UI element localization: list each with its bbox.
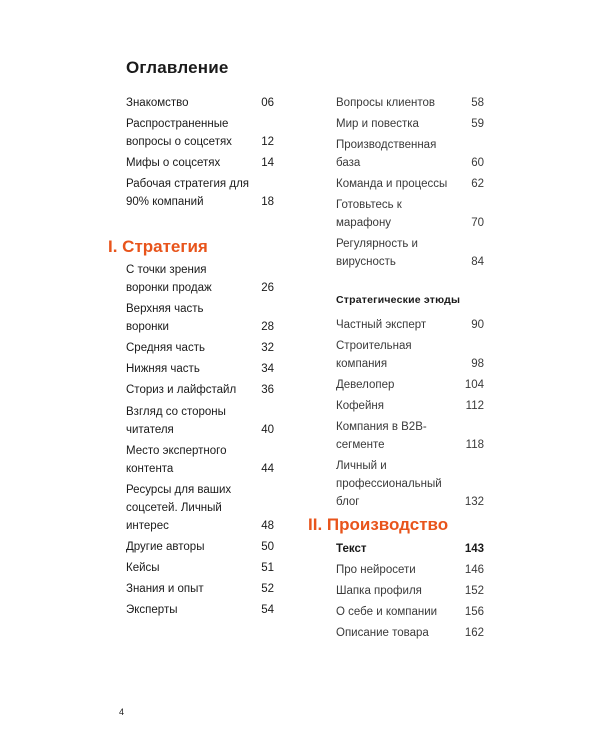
toc-entry-page: 118 (465, 439, 484, 451)
toc-entry[interactable] (336, 624, 484, 642)
toc-entry-page: 162 (464, 627, 484, 639)
toc-entry-page: 26 (261, 282, 274, 294)
toc-entry-title: Регулярность и вирусность (336, 238, 418, 268)
toc-entry[interactable] (126, 538, 274, 556)
toc-entry-title: О себе и компании (336, 606, 438, 618)
toc-entry[interactable] (126, 559, 274, 577)
toc-entry-page: 59 (471, 118, 484, 130)
toc-entry-page: 58 (471, 97, 484, 109)
toc-entry[interactable] (126, 261, 274, 297)
toc-entry-page: 52 (261, 583, 274, 595)
toc-entry-title: Текст (336, 543, 367, 555)
toc-entry-page: 146 (464, 564, 484, 576)
toc-entry-title: Компания в B2B-сегменте (336, 421, 427, 451)
toc-entry-page: 62 (471, 178, 484, 190)
toc-entry[interactable] (126, 403, 274, 439)
toc-entry[interactable] (126, 300, 274, 336)
toc-entry-page: 28 (261, 321, 274, 333)
toc-entry-title: Производственная база (336, 139, 437, 169)
toc-entry[interactable] (126, 481, 274, 535)
toc-entry-page: 70 (471, 217, 484, 229)
toc-entry[interactable] (336, 540, 484, 558)
toc-entry[interactable] (126, 442, 274, 478)
toc-entry-title: Готовьтесь к марафону (336, 199, 402, 229)
toc-entry-page: 12 (261, 136, 274, 148)
toc-entry-title: Описание товара (336, 627, 429, 639)
toc-left-column-strategy (126, 0, 274, 750)
toc-entry-title: Команда и процессы (336, 178, 448, 190)
toc-right-column-production (336, 0, 484, 750)
toc-entry-title: Рабочая стратегия для 90% компаний (126, 178, 250, 208)
toc-entry-page: 54 (261, 604, 274, 616)
toc-entry-title: Ресурсы для ваших соцсетей. Личный интерес (126, 484, 232, 532)
toc-entry-title: Частный эксперт (336, 319, 427, 331)
toc-entry-page: 152 (464, 585, 484, 597)
toc-entry[interactable] (126, 601, 274, 619)
toc-entry-page: 143 (464, 543, 484, 555)
toc-entry-page: 98 (471, 358, 484, 370)
section-heading-strategy: I. Стратегия (108, 237, 208, 256)
toc-entry-title: Нижняя часть (126, 363, 200, 375)
toc-entry-title: Строительная компания (336, 340, 412, 370)
toc-entry-title: Средняя часть (126, 342, 205, 354)
toc-entry-title: Другие авторы (126, 541, 205, 553)
toc-entry-page: 34 (261, 363, 274, 375)
toc-entry[interactable] (126, 339, 274, 357)
toc-entry-title: Про нейросети (336, 564, 416, 576)
toc-entry-page: 32 (261, 342, 274, 354)
toc-entry-page: 14 (261, 157, 274, 169)
toc-entry-title: Девелопер (336, 379, 395, 391)
toc-entry-page: 51 (261, 562, 274, 574)
toc-entry-page: 18 (261, 196, 274, 208)
toc-entry-title: Эксперты (126, 604, 178, 616)
toc-entry[interactable] (336, 561, 484, 579)
toc-entry-title: Вопросы клиентов (336, 97, 435, 109)
toc-entry-page: 44 (261, 463, 274, 475)
toc-entry-title: Распространенные вопросы о соцсетях (126, 118, 232, 148)
toc-entry-title: Место экспертного контента (126, 445, 227, 475)
toc-entry-title: Кофейня (336, 400, 384, 412)
toc-entry[interactable] (126, 381, 274, 399)
toc-entry-page: 132 (464, 496, 484, 508)
toc-entry-page: 36 (261, 384, 274, 396)
section-heading-production: II. Производство (308, 515, 449, 534)
toc-entry-page: 48 (261, 520, 274, 532)
toc-entry-page: 156 (464, 606, 484, 618)
toc-entry-title: Сториз и лайфстайл (126, 384, 237, 396)
page-number: 4 (119, 707, 125, 717)
toc-entry-title: Личный и профессиональный блог (336, 460, 442, 508)
toc-entry-page: 40 (261, 424, 274, 436)
toc-entry[interactable] (336, 582, 484, 600)
toc-entry-title: Кейсы (126, 562, 160, 574)
toc-entry-title: Верхняя часть воронки (126, 303, 204, 333)
toc-entry-title: Знакомство (126, 97, 189, 109)
toc-entry-page: 50 (261, 541, 274, 553)
toc-entry-title: Взгляд со стороны читателя (126, 406, 226, 436)
toc-entry-title: С точки зрения воронки продаж (126, 264, 212, 294)
toc-entry-title: Знания и опыт (126, 583, 204, 595)
toc-entry-title: Мифы о соцсетях (126, 157, 221, 169)
toc-entry-page: 104 (464, 379, 484, 391)
toc-entry-page: 84 (471, 256, 484, 268)
toc-entry[interactable] (126, 580, 274, 598)
toc-entry-page: 06 (261, 97, 274, 109)
toc-entry-title: Мир и повестка (336, 118, 419, 130)
toc-entry-page: 60 (471, 157, 484, 169)
toc-entry[interactable] (126, 360, 274, 378)
page-title: Оглавление (126, 58, 229, 77)
toc-entry-page: 112 (465, 400, 484, 412)
subheading-etudes: Стратегические этюды (336, 294, 461, 306)
toc-entry-title: Шапка профиля (336, 585, 422, 597)
toc-entry[interactable] (336, 603, 484, 621)
toc-entry-page: 90 (471, 319, 484, 331)
